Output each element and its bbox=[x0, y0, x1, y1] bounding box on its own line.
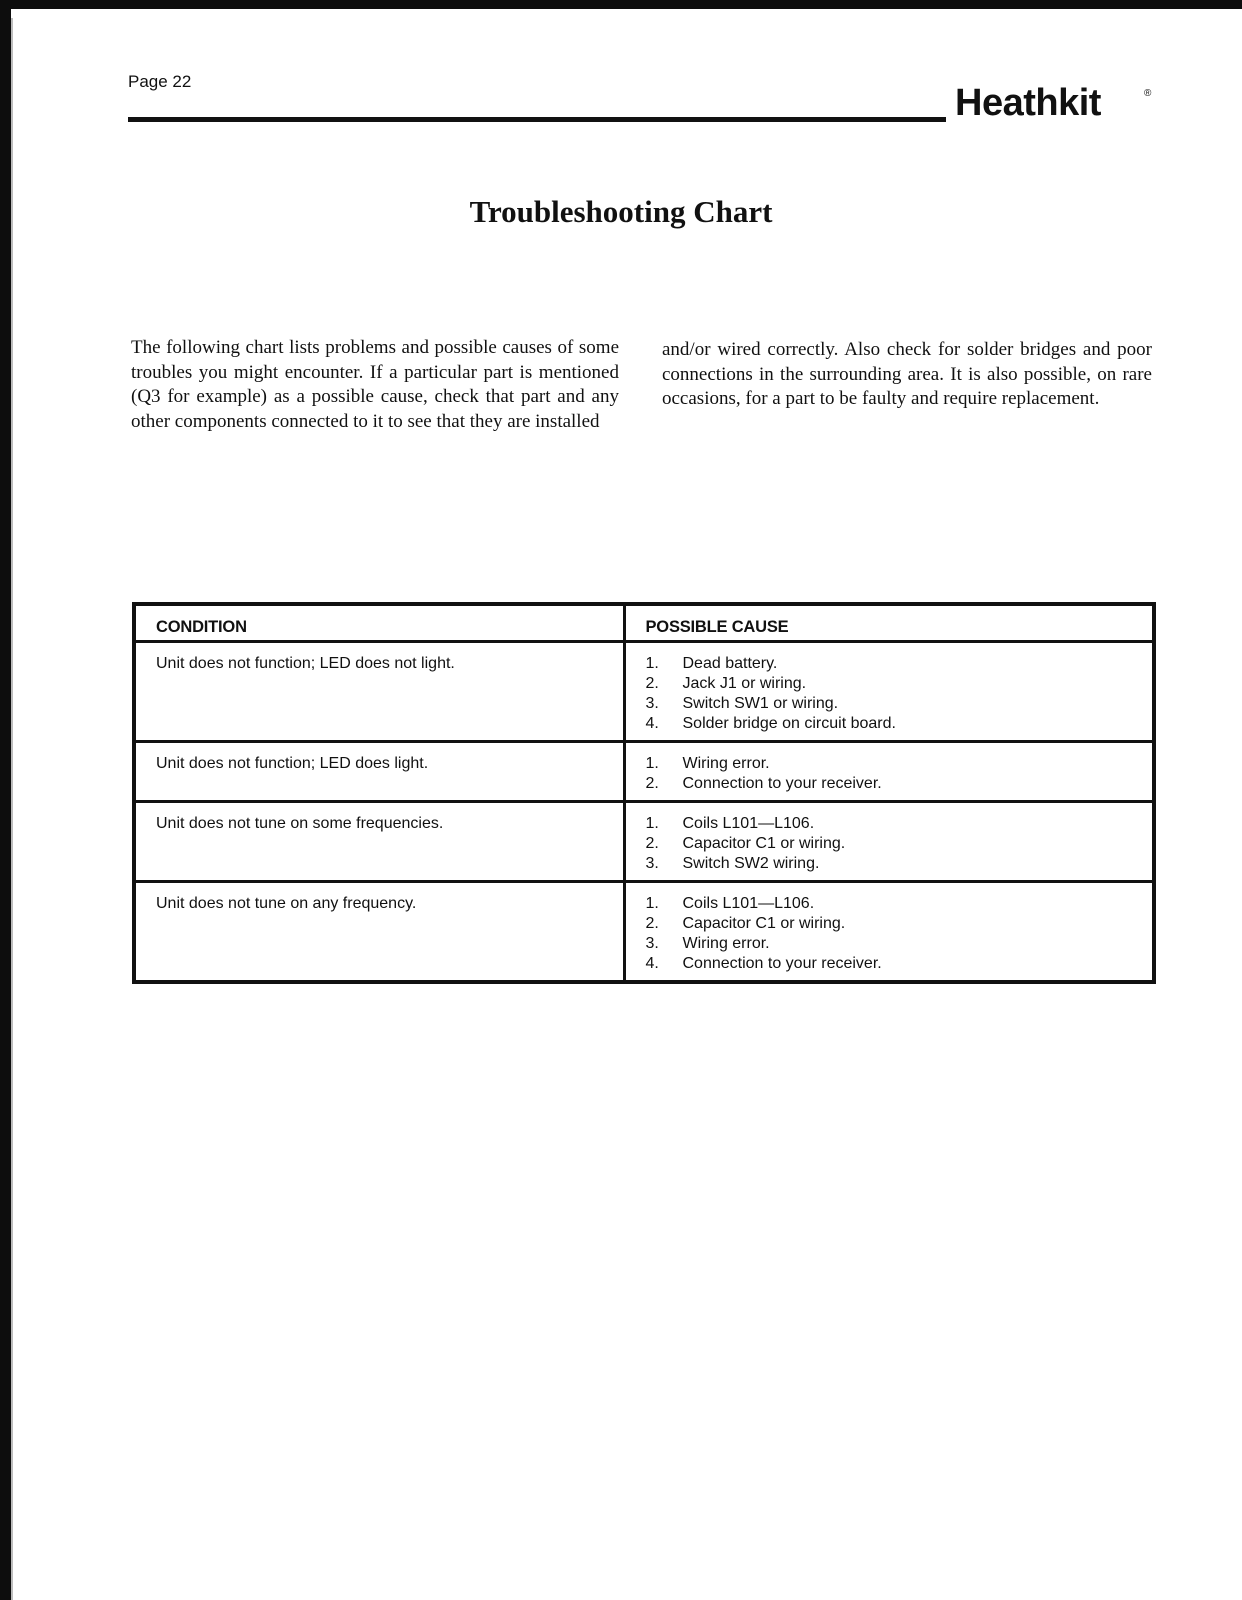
possible-cause-header: POSSIBLE CAUSE bbox=[624, 604, 1154, 641]
cause-text: Wiring error. bbox=[682, 934, 770, 952]
cause-number: 3. bbox=[645, 934, 659, 952]
cause-number: 3. bbox=[645, 854, 659, 872]
cause-text: Connection to your receiver. bbox=[682, 954, 882, 972]
scan-border-edge bbox=[11, 18, 13, 1600]
cause-text: Switch SW2 wiring. bbox=[682, 854, 820, 872]
cause-list bbox=[646, 894, 1133, 974]
condition-header: CONDITION bbox=[134, 604, 624, 641]
intro-paragraph-left: The following chart lists problems and possible causes of some troubles you might encounter. If a particular part is mentioned (Q3 for example) as a possible cause, check that part and any other components connected to it to see that they are installed bbox=[131, 337, 619, 432]
condition-cell bbox=[134, 881, 624, 982]
cause-item bbox=[646, 894, 1133, 914]
cause-text: Dead battery. bbox=[682, 654, 778, 672]
cause-number: 1. bbox=[645, 894, 659, 912]
cause-list bbox=[646, 814, 1133, 874]
cause-item bbox=[646, 934, 1133, 954]
cause-number: 2. bbox=[645, 674, 659, 692]
cause-list bbox=[646, 654, 1133, 734]
scan-border-left bbox=[0, 0, 11, 1600]
cause-number: 1. bbox=[645, 654, 659, 672]
brand-logo: Heathkit bbox=[955, 82, 1101, 124]
condition-cell bbox=[134, 801, 624, 881]
condition-text: Unit does not function; LED does not light. bbox=[156, 654, 455, 672]
cause-item bbox=[646, 754, 1133, 774]
cause-number: 2. bbox=[645, 774, 659, 792]
cause-number: 1. bbox=[645, 814, 659, 832]
cause-item bbox=[646, 674, 1133, 694]
troubleshooting-table bbox=[132, 602, 1156, 984]
condition-text: Unit does not tune on some frequencies. bbox=[156, 814, 444, 832]
cause-text: Wiring error. bbox=[682, 754, 770, 772]
cause-item bbox=[646, 854, 1133, 874]
cause-cell bbox=[624, 641, 1154, 741]
cause-text: Capacitor C1 or wiring. bbox=[682, 834, 846, 852]
page-number: Page 22 bbox=[128, 72, 192, 91]
cause-number: 2. bbox=[645, 834, 659, 852]
cause-number: 4. bbox=[645, 954, 659, 972]
cause-text: Switch SW1 or wiring. bbox=[682, 694, 839, 712]
cause-text: Solder bridge on circuit board. bbox=[682, 714, 896, 732]
cause-item bbox=[646, 714, 1133, 734]
scan-border-top bbox=[0, 0, 1242, 9]
registered-mark: ® bbox=[1144, 88, 1152, 99]
cause-item bbox=[646, 814, 1133, 834]
page-title: Troubleshooting Chart bbox=[469, 194, 773, 229]
cause-item bbox=[646, 694, 1133, 714]
cause-text: Jack J1 or wiring. bbox=[682, 674, 807, 692]
cause-list bbox=[646, 754, 1133, 794]
cause-text: Capacitor C1 or wiring. bbox=[682, 914, 846, 932]
intro-paragraph-right: and/or wired correctly. Also check for solder bridges and poor connections in the surrounding area. It is also possible, on rare occasions, for a part to be faulty and require replacement. bbox=[662, 339, 1152, 409]
header-rule bbox=[128, 117, 946, 122]
cause-item bbox=[646, 954, 1133, 974]
cause-number: 4. bbox=[645, 714, 659, 732]
cause-cell bbox=[624, 741, 1154, 801]
table-row bbox=[134, 801, 1154, 881]
cause-item bbox=[646, 914, 1133, 934]
cause-number: 3. bbox=[645, 694, 659, 712]
cause-item bbox=[646, 774, 1133, 794]
cause-text: Coils L101—L106. bbox=[682, 814, 815, 832]
cause-number: 1. bbox=[645, 754, 659, 772]
table-row bbox=[134, 641, 1154, 741]
cause-number: 2. bbox=[645, 914, 659, 932]
cause-item bbox=[646, 834, 1133, 854]
cause-item bbox=[646, 654, 1133, 674]
table-row bbox=[134, 741, 1154, 801]
cause-text: Connection to your receiver. bbox=[682, 774, 882, 792]
cause-text: Coils L101—L106. bbox=[682, 894, 815, 912]
condition-cell bbox=[134, 741, 624, 801]
cause-cell bbox=[624, 801, 1154, 881]
condition-cell bbox=[134, 641, 624, 741]
condition-text: Unit does not function; LED does light. bbox=[156, 754, 429, 772]
table-row bbox=[134, 881, 1154, 982]
cause-cell bbox=[624, 881, 1154, 982]
condition-text: Unit does not tune on any frequency. bbox=[156, 894, 417, 912]
table-header-row bbox=[134, 604, 1154, 641]
